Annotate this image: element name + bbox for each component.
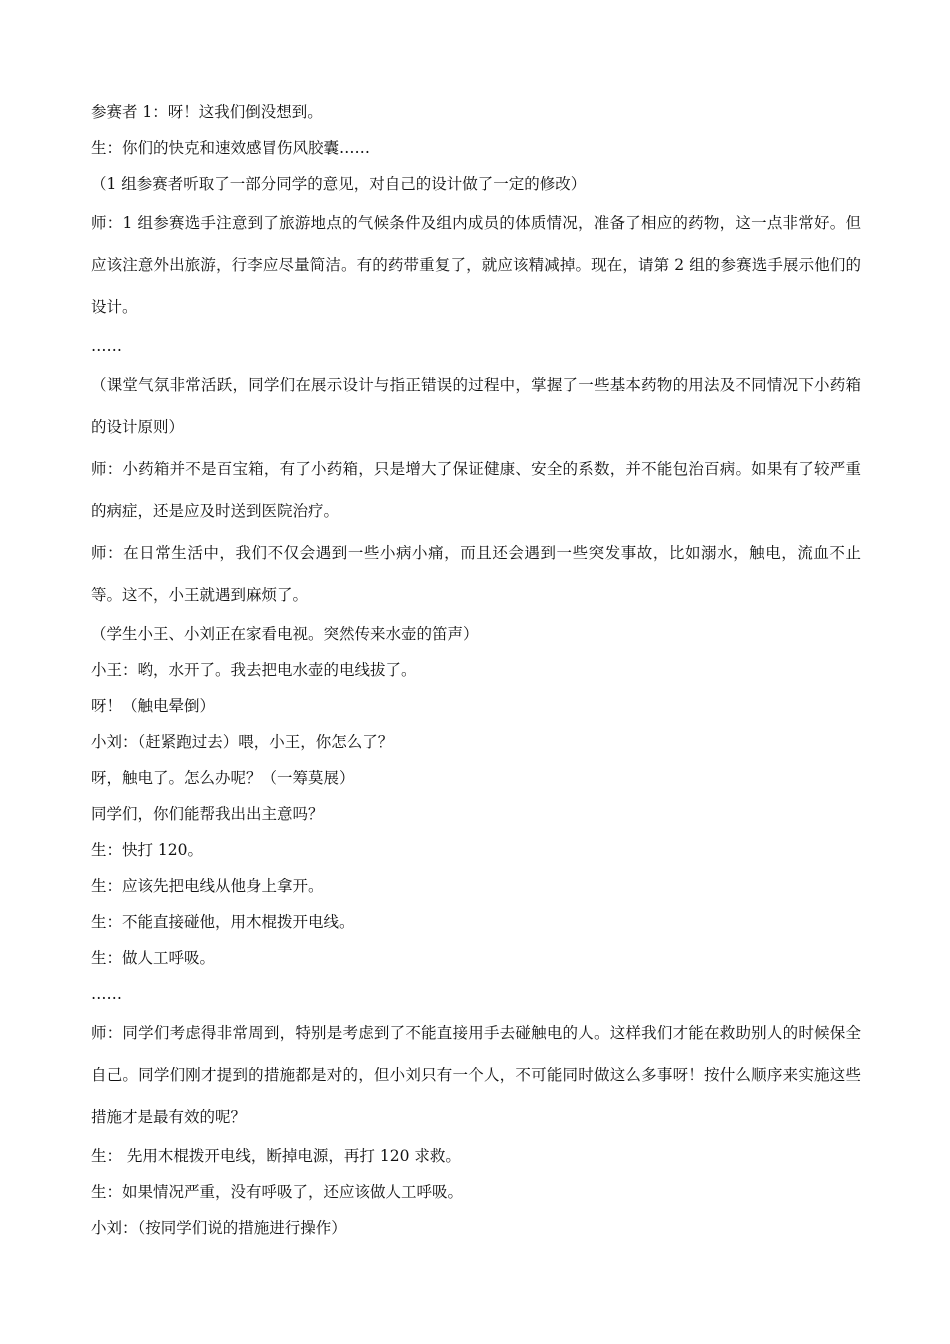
paragraph: 参赛者 1：呀！这我们倒没想到。 xyxy=(91,103,323,121)
paragraph: 生：做人工呼吸。 xyxy=(91,949,216,967)
paragraph: 生：如果情况严重，没有呼吸了，还应该做人工呼吸。 xyxy=(91,1183,464,1201)
paragraph: 小刘：（按同学们说的措施进行操作） xyxy=(91,1219,347,1237)
paragraph: …… xyxy=(91,985,122,1003)
paragraph: 生：应该先把电线从他身上拿开。 xyxy=(91,877,324,895)
paragraph: 生：你们的快克和速效感冒伤风胶囊…… xyxy=(91,139,371,157)
paragraph: 师：在日常生活中，我们不仅会遇到一些小病小痛，而且还会遇到一些突发事故，比如溺水，触电，流血不止等。这不，小王就遇到麻烦了。 xyxy=(91,544,861,604)
paragraph: 师：小药箱并不是百宝箱，有了小药箱，只是增大了保证健康、安全的系数，并不能包治百病。如果有了较严重的病症，还是应及时送到医院治疗。 xyxy=(91,460,861,520)
paragraph: 师：同学们考虑得非常周到，特别是考虑到了不能直接用手去碰触电的人。这样我们才能在救助别人的时候保全自己。同学们刚才提到的措施都是对的，但小刘只有一个人，不可能同时做这么多事呀！按什么顺序来实施这些措施才是最有效的呢？ xyxy=(91,1024,861,1126)
paragraph: 呀，触电了。怎么办呢？（一筹莫展） xyxy=(91,769,355,787)
paragraph: 小刘：（赶紧跑过去）喂，小王，你怎么了？ xyxy=(91,733,394,751)
document-body xyxy=(91,94,861,1246)
paragraph: 小王：哟，水开了。我去把电水壶的电线拔了。 xyxy=(91,661,417,679)
paragraph: 呀！（触电晕倒） xyxy=(91,697,216,715)
paragraph: （学生小王、小刘正在家看电视。突然传来水壶的笛声） xyxy=(91,625,479,643)
paragraph: 师：1 组参赛选手注意到了旅游地点的气候条件及组内成员的体质情况，准备了相应的药物，这一点非常好。但应该注意外出旅游，行李应尽量简洁。有的药带重复了，就应该精减掉。现在，请第 2 组的参赛选手展示他们的设计。 xyxy=(91,214,861,316)
paragraph: （1 组参赛者听取了一部分同学的意见，对自己的设计做了一定的修改） xyxy=(91,175,587,193)
paragraph: 同学们，你们能帮我出出主意吗？ xyxy=(91,805,324,823)
paragraph: …… xyxy=(91,337,122,355)
paragraph: 生：快打 120。 xyxy=(91,841,204,859)
paragraph: （课堂气氛非常活跃，同学们在展示设计与指正错误的过程中，掌握了一些基本药物的用法及不同情况下小药箱的设计原则） xyxy=(91,376,861,436)
paragraph: 生： 先用木棍拨开电线，断掉电源，再打 120 求救。 xyxy=(91,1147,461,1165)
paragraph: 生：不能直接碰他，用木棍拨开电线。 xyxy=(91,913,355,931)
